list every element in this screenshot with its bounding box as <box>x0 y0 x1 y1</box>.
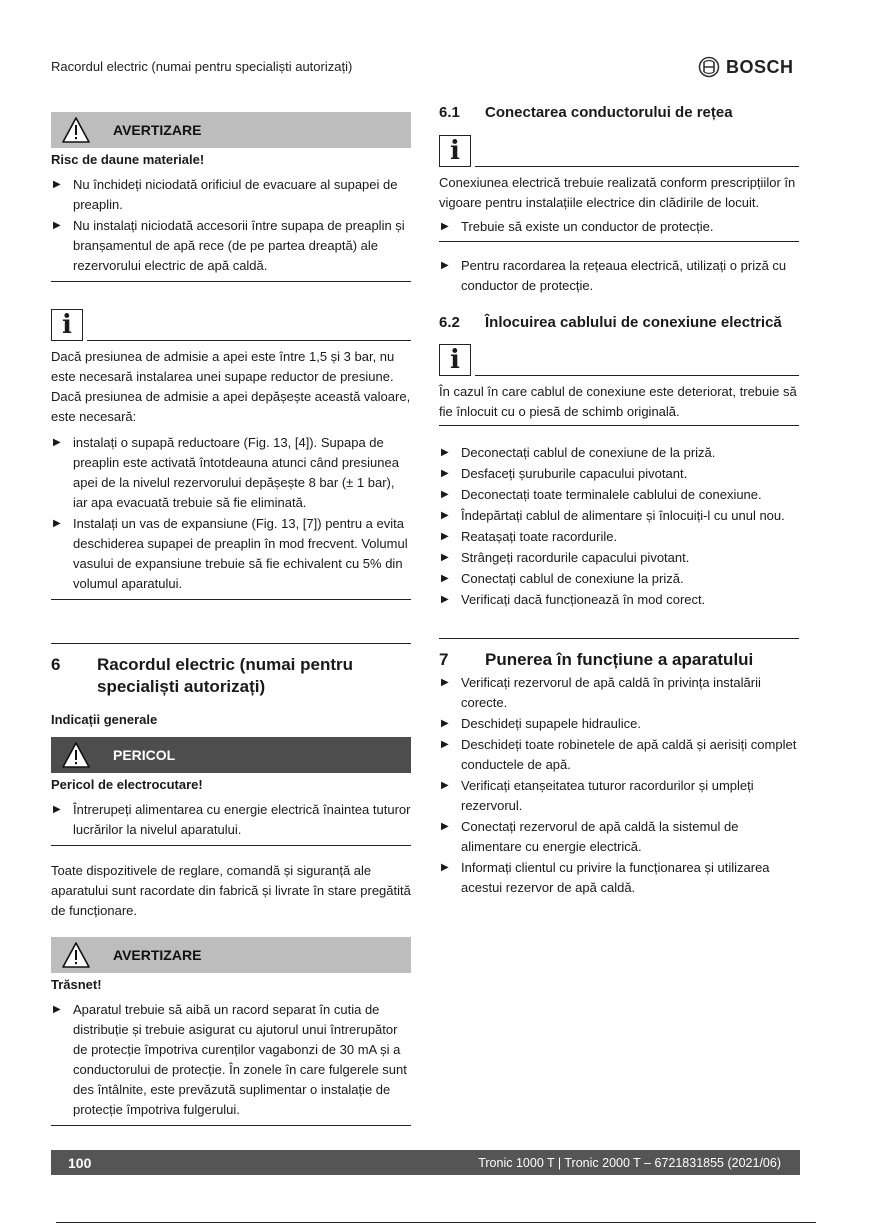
info-icon: i <box>51 309 83 341</box>
steps-list <box>439 443 799 610</box>
warning-triangle-icon <box>61 116 91 144</box>
warning-subtitle: Risc de daune materiale! <box>51 152 205 167</box>
info-icon: i <box>439 344 471 376</box>
divider <box>56 1222 816 1223</box>
info-header <box>51 307 411 341</box>
info-paragraph: Conexiunea electrică trebuie realizată conform prescripțiilor în vigoare pentru instalațiile electrice din clădirile de locuit. <box>439 175 796 210</box>
body-paragraph: Toate dispozitivele de reglare, comandă și siguranță ale aparatului sunt racordate din fabrică și livrate în stare pregătită de funcționare. <box>51 863 411 918</box>
page-number: 100 <box>68 1154 92 1171</box>
warning-subtitle: Trăsnet! <box>51 977 102 992</box>
warning-bullets <box>51 175 411 282</box>
warning-triangle-icon <box>61 941 91 969</box>
section-number: 6.1 <box>439 104 460 121</box>
list-item: ▶ Informați clientul cu privire la funcționarea și utilizarea acestui rezervor de apă caldă. <box>439 858 799 898</box>
danger-label: PERICOL <box>113 747 176 763</box>
list-item: ▶ Verificați rezervorul de apă caldă în privința instalării corecte. <box>439 673 799 713</box>
list-item: ▶ Aparatul trebuie să aibă un racord separat în cutia de distribuție și trebuie asigurat cu ajutorul unui întrerupător de protecție împotriva curenților vagabonzi de 30 mA și a conductorului de protecție. În zonele în care fulgerele sunt des întâlnite, este prevăzută suplimentar o instalație de protecție împotriva fulgerului. <box>51 1000 411 1120</box>
list-item: ▶ Deschideți toate robinetele de apă caldă și aerisiți complet conductele de apă. <box>439 735 799 775</box>
list-item: ▶ Conectați rezervorul de apă caldă la sistemul de alimentare cu energie electrică. <box>439 817 799 857</box>
list-item: ▶ Nu instalați niciodată accesorii între supapa de preaplin și branșamentul de apă rece (de pe partea dreaptă) ale rezervorului electric de apă caldă. <box>51 216 411 276</box>
list-item: ▶ Pentru racordarea la rețeaua electrică, utilizați o priză cu conductor de protecție. <box>439 256 799 296</box>
section-title: Racordul electric (numai pentru specialiști autorizați) <box>97 655 353 696</box>
list-item: ▶ Nu închideți niciodată orificiul de evacuare al supapei de preaplin. <box>51 175 411 215</box>
section-heading <box>439 102 799 124</box>
list-item: ▶ Verificați dacă funcționează în mod corect. <box>439 590 799 610</box>
danger-triangle-icon <box>61 741 91 769</box>
list-item: ▶ Trebuie să existe un conductor de protecție. <box>439 217 799 237</box>
list-item: ▶ Deconectați cablul de conexiune de la priză. <box>439 443 799 463</box>
warning-box <box>51 937 411 973</box>
section-title: Conectarea conductorului de rețea <box>485 104 733 121</box>
info-bullets <box>439 217 799 242</box>
danger-bullets <box>51 800 411 846</box>
list-item: ▶ Verificați etanșeitatea tuturor racordurilor și umpleți rezervorul. <box>439 776 799 816</box>
list-item: ▶ Întrerupeți alimentarea cu energie electrică înaintea tuturor lucrărilor la nivelul aparatului. <box>51 800 411 840</box>
list-item: ▶ Instalați un vas de expansiune (Fig. 13, [7]) pentru a evita deschiderea supapei de preaplin în mod frecvent. Volumul vasului de expansiune trebuie să fie echivalent cu 5% din volumul aparatului. <box>51 514 411 594</box>
info-paragraph: Dacă presiunea de admisie a apei este între 1,5 și 3 bar, nu este necesară instalarea unei supape reductor de presiune. <box>51 349 395 384</box>
warning-box <box>51 112 411 148</box>
section-number: 6.2 <box>439 314 460 331</box>
section-heading <box>439 312 799 334</box>
divider <box>475 375 799 376</box>
section-heading <box>439 638 799 671</box>
steps-list <box>439 673 799 898</box>
brand-logo <box>698 56 794 78</box>
list-item: ▶ Strângeți racordurile capacului pivotant. <box>439 548 799 568</box>
bosch-armature-icon <box>698 56 720 78</box>
warning-bullets <box>51 1000 411 1126</box>
section-heading <box>51 643 411 698</box>
warning-label: AVERTIZARE <box>113 122 202 138</box>
list-item: ▶ Îndepărtați cablul de alimentare și înlocuiți-l cu unul nou. <box>439 506 799 526</box>
danger-box <box>51 737 411 773</box>
list-item: ▶ Conectați cablul de conexiune la priză. <box>439 569 799 589</box>
bullets <box>439 256 799 296</box>
brand-name: BOSCH <box>726 56 794 77</box>
info-paragraph: În cazul în care cablul de conexiune este deteriorat, trebuie să fie înlocuit cu o piesă de schimb originală. <box>439 382 799 426</box>
list-item: ▶ Reatașați toate racordurile. <box>439 527 799 547</box>
info-header <box>439 342 799 376</box>
danger-subtitle: Pericol de electrocutare! <box>51 777 203 792</box>
left-column <box>51 105 411 1126</box>
section-title: Punerea în funcțiune a aparatului <box>485 650 754 669</box>
warning-label: AVERTIZARE <box>113 947 202 963</box>
document-reference: Tronic 1000 T | Tronic 2000 T – 6721831855 (2021/06) <box>478 1155 781 1170</box>
list-item: ▶ Deschideți supapele hidraulice. <box>439 714 799 734</box>
list-item: ▶ Deconectați toate terminalele cablului de conexiune. <box>439 485 799 505</box>
info-icon: i <box>439 135 471 167</box>
section-title: Înlocuirea cablului de conexiune electrică <box>485 314 782 331</box>
running-header: Racordul electric (numai pentru specialiști autorizați) <box>51 59 353 74</box>
info-paragraph: Dacă presiunea de admisie a apei depășește această valoare, este necesară: <box>51 389 411 424</box>
list-item: ▶ instalați o supapă reductoare (Fig. 13, [4]). Supapa de preaplin este activată întotdeauna atunci când presiunea apei de la nivelul rezervorului depășește 8 bar (± 1 bar), iar apa evacuată trebuie să fie eliminată. <box>51 433 411 513</box>
subheading: Indicații generale <box>51 712 158 727</box>
info-bullets <box>51 433 411 600</box>
list-item: ▶ Desfaceți șuruburile capacului pivotant. <box>439 464 799 484</box>
right-column <box>439 102 799 899</box>
info-header <box>439 133 799 167</box>
divider <box>475 166 799 167</box>
divider <box>87 340 411 341</box>
section-number: 7 <box>439 650 449 669</box>
section-number: 6 <box>51 655 61 674</box>
footer-bar <box>51 1150 800 1175</box>
